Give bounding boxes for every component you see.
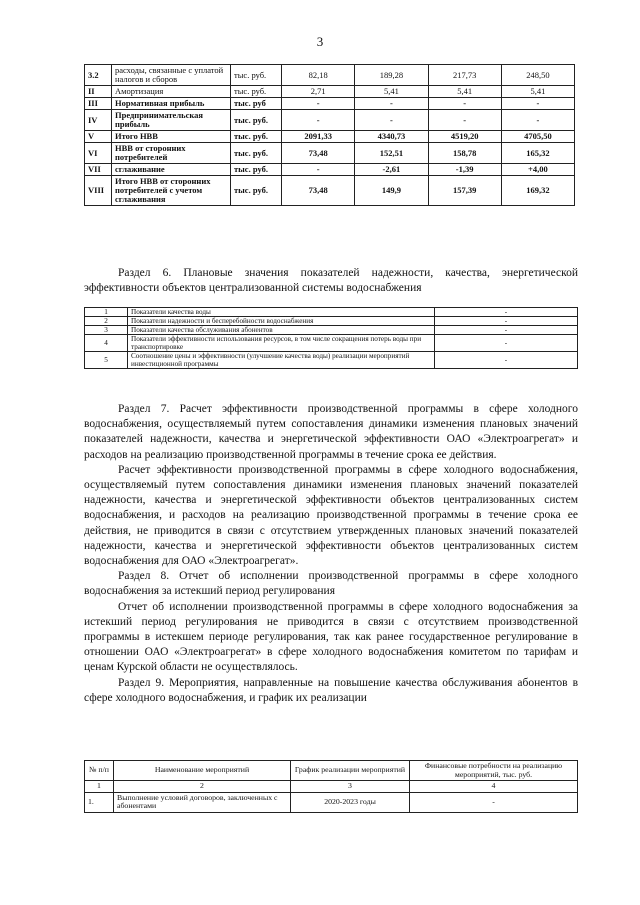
unit-cell: тыс. руб.: [231, 143, 282, 164]
value-cell: 73,48: [282, 143, 355, 164]
table-row: [85, 98, 575, 110]
unit-cell: тыс. руб.: [231, 164, 282, 176]
unit-cell: тыс. руб.: [231, 110, 282, 131]
table-row: [85, 131, 575, 143]
value-cell: -: [428, 98, 501, 110]
row-number-cell: 3: [85, 326, 128, 335]
value-cell: 4705,50: [501, 131, 574, 143]
row-number-cell: 1.: [85, 792, 114, 812]
table-row: [85, 65, 575, 86]
row-number-cell: 5: [85, 352, 128, 369]
row-number-cell: 2: [85, 317, 128, 326]
reliability-indicators-table: [84, 307, 578, 369]
table-row: [85, 110, 575, 131]
header-cell: Финансовые потребности на реализацию мероприятий, тыс. руб.: [410, 761, 578, 781]
value-cell: -: [355, 98, 428, 110]
row-name-cell: Итого НВВ: [112, 131, 231, 143]
section8-paragraph: Отчет об исполнении производственной программы в сфере холодного водоснабжения за истекший период регулирования не приводится в связи с отсутствием производственной программы в истекшем периоде регулирования, так как ранее государственное регулирование в отношении ОАО «Электроагрегат» в сфере холодного водоснабжения комитетом по тарифам и ценам Курской области не осуществлялось.: [84, 600, 578, 674]
value-cell: -2,61: [355, 164, 428, 176]
value-cell: 5,41: [501, 86, 574, 98]
section7-heading: Раздел 7. Расчет эффективности производственной программы в сфере холодного водоснабжения, осуществляемый путем сопоставления динамики изменения плановых значений показателей надежности, качества и энергетической эффективности ОАО «Электроагрегат» и расходов на реализацию производственной программы в течение срока ее действия.: [84, 403, 578, 461]
value-cell: 189,28: [355, 65, 428, 86]
column-number-cell: 1: [85, 781, 114, 793]
indicator-name-cell: Соотношение цены и эффективности (улучшение качества воды) реализации мероприятий инвестиционной программы: [128, 352, 435, 369]
row-name-cell: НВВ от сторонних потребителей: [112, 143, 231, 164]
header-cell: График реализации мероприятий: [291, 761, 410, 781]
unit-cell: тыс. руб: [231, 98, 282, 110]
unit-cell: тыс. руб.: [231, 176, 282, 206]
value-cell: -: [282, 98, 355, 110]
value-cell: -: [435, 326, 578, 335]
row-code-cell: VIII: [85, 176, 112, 206]
value-cell: 165,32: [501, 143, 574, 164]
value-cell: 149,9: [355, 176, 428, 206]
row-name-cell: Предпринимательская прибыль: [112, 110, 231, 131]
row-code-cell: III: [85, 98, 112, 110]
value-cell: 157,39: [428, 176, 501, 206]
page-number: 3: [316, 34, 324, 49]
table-row: [85, 326, 578, 335]
column-number-cell: 2: [114, 781, 291, 793]
table-row: [85, 86, 575, 98]
value-cell: -: [282, 110, 355, 131]
value-cell: 158,78: [428, 143, 501, 164]
header-cell: Наименование мероприятий: [114, 761, 291, 781]
table-row: [85, 143, 575, 164]
value-cell: -: [355, 110, 428, 131]
table-row: [85, 308, 578, 317]
value-cell: 5,41: [428, 86, 501, 98]
gross-revenue-table: [84, 64, 575, 206]
value-cell: -: [435, 308, 578, 317]
indicator-name-cell: Показатели качества воды: [128, 308, 435, 317]
value-cell: -: [435, 335, 578, 352]
table-row: [85, 317, 578, 326]
row-code-cell: IV: [85, 110, 112, 131]
column-number-cell: 4: [410, 781, 578, 793]
measures-table: [84, 760, 578, 813]
table-row: [85, 335, 578, 352]
column-number-cell: 3: [291, 781, 410, 793]
row-number-cell: 1: [85, 308, 128, 317]
unit-cell: тыс. руб.: [231, 131, 282, 143]
value-cell: 248,50: [501, 65, 574, 86]
measure-name-cell: Выполнение условий договоров, заключенных с абонентами: [114, 792, 291, 812]
row-code-cell: VI: [85, 143, 112, 164]
value-cell: 217,73: [428, 65, 501, 86]
row-code-cell: 3.2: [85, 65, 112, 86]
value-cell: 2,71: [282, 86, 355, 98]
row-name-cell: Амортизация: [112, 86, 231, 98]
value-cell: 4519,20: [428, 131, 501, 143]
finance-cell: -: [410, 792, 578, 812]
table-row: [85, 176, 575, 206]
section6-heading: Раздел 6. Плановые значения показателей надежности, качества, энергетической эффективности объектов централизованной системы водоснабжения: [84, 267, 578, 294]
unit-cell: тыс. руб.: [231, 86, 282, 98]
table-row: [85, 792, 578, 812]
column-number-row: [85, 781, 578, 793]
value-cell: -1,39: [428, 164, 501, 176]
value-cell: 169,32: [501, 176, 574, 206]
value-cell: 4340,73: [355, 131, 428, 143]
table-header-row: [85, 761, 578, 781]
row-code-cell: VII: [85, 164, 112, 176]
table-row: [85, 352, 578, 369]
row-code-cell: II: [85, 86, 112, 98]
indicator-name-cell: Показатели эффективности использования ресурсов, в том числе сокращения потерь воды при транспортировке: [128, 335, 435, 352]
row-name-cell: расходы, связанные с уплатой налогов и сборов: [112, 65, 231, 86]
schedule-cell: 2020-2023 годы: [291, 792, 410, 812]
value-cell: 73,48: [282, 176, 355, 206]
row-code-cell: V: [85, 131, 112, 143]
section7-paragraph: Расчет эффективности производственной программы в сфере холодного водоснабжения, осуществляемый путем сопоставления динамики изменения плановых значений показателей надежности, качества и энергетической эффективности объектов централизованных систем водоснабжения, и расходов на реализацию производственной программы в течение срока ее действия, не приводится в связи с отсутствием утвержденных плановых значений показателей надежности, качества и энергетической эффективности объектов централизованных систем водоснабжения для ОАО «Электроагрегат».: [84, 463, 578, 568]
value-cell: -: [428, 110, 501, 131]
value-cell: +4,00: [501, 164, 574, 176]
section8-heading: Раздел 8. Отчет об исполнении производственной программы в сфере холодного водоснабжения за истекший период регулирования: [84, 570, 578, 598]
table-row: [85, 164, 575, 176]
value-cell: -: [435, 352, 578, 369]
indicator-name-cell: Показатели качества обслуживания абонентов: [128, 326, 435, 335]
row-number-cell: 4: [85, 335, 128, 352]
value-cell: -: [435, 317, 578, 326]
value-cell: -: [501, 98, 574, 110]
value-cell: -: [501, 110, 574, 131]
row-name-cell: Нормативная прибыль: [112, 98, 231, 110]
section9-heading: Раздел 9. Мероприятия, направленные на повышение качества обслуживания абонентов в сфере холодного водоснабжения, и график их реализации: [84, 676, 578, 704]
value-cell: 2091,33: [282, 131, 355, 143]
row-name-cell: сглаживание: [112, 164, 231, 176]
sections-text: [84, 402, 578, 706]
header-cell: № п/п: [85, 761, 114, 781]
indicator-name-cell: Показатели надежности и бесперебойности водоснабжения: [128, 317, 435, 326]
value-cell: 5,41: [355, 86, 428, 98]
value-cell: 82,18: [282, 65, 355, 86]
value-cell: -: [282, 164, 355, 176]
row-name-cell: Итого НВВ от сторонних потребителей с учетом сглаживания: [112, 176, 231, 206]
unit-cell: тыс. руб.: [231, 65, 282, 86]
value-cell: 152,51: [355, 143, 428, 164]
